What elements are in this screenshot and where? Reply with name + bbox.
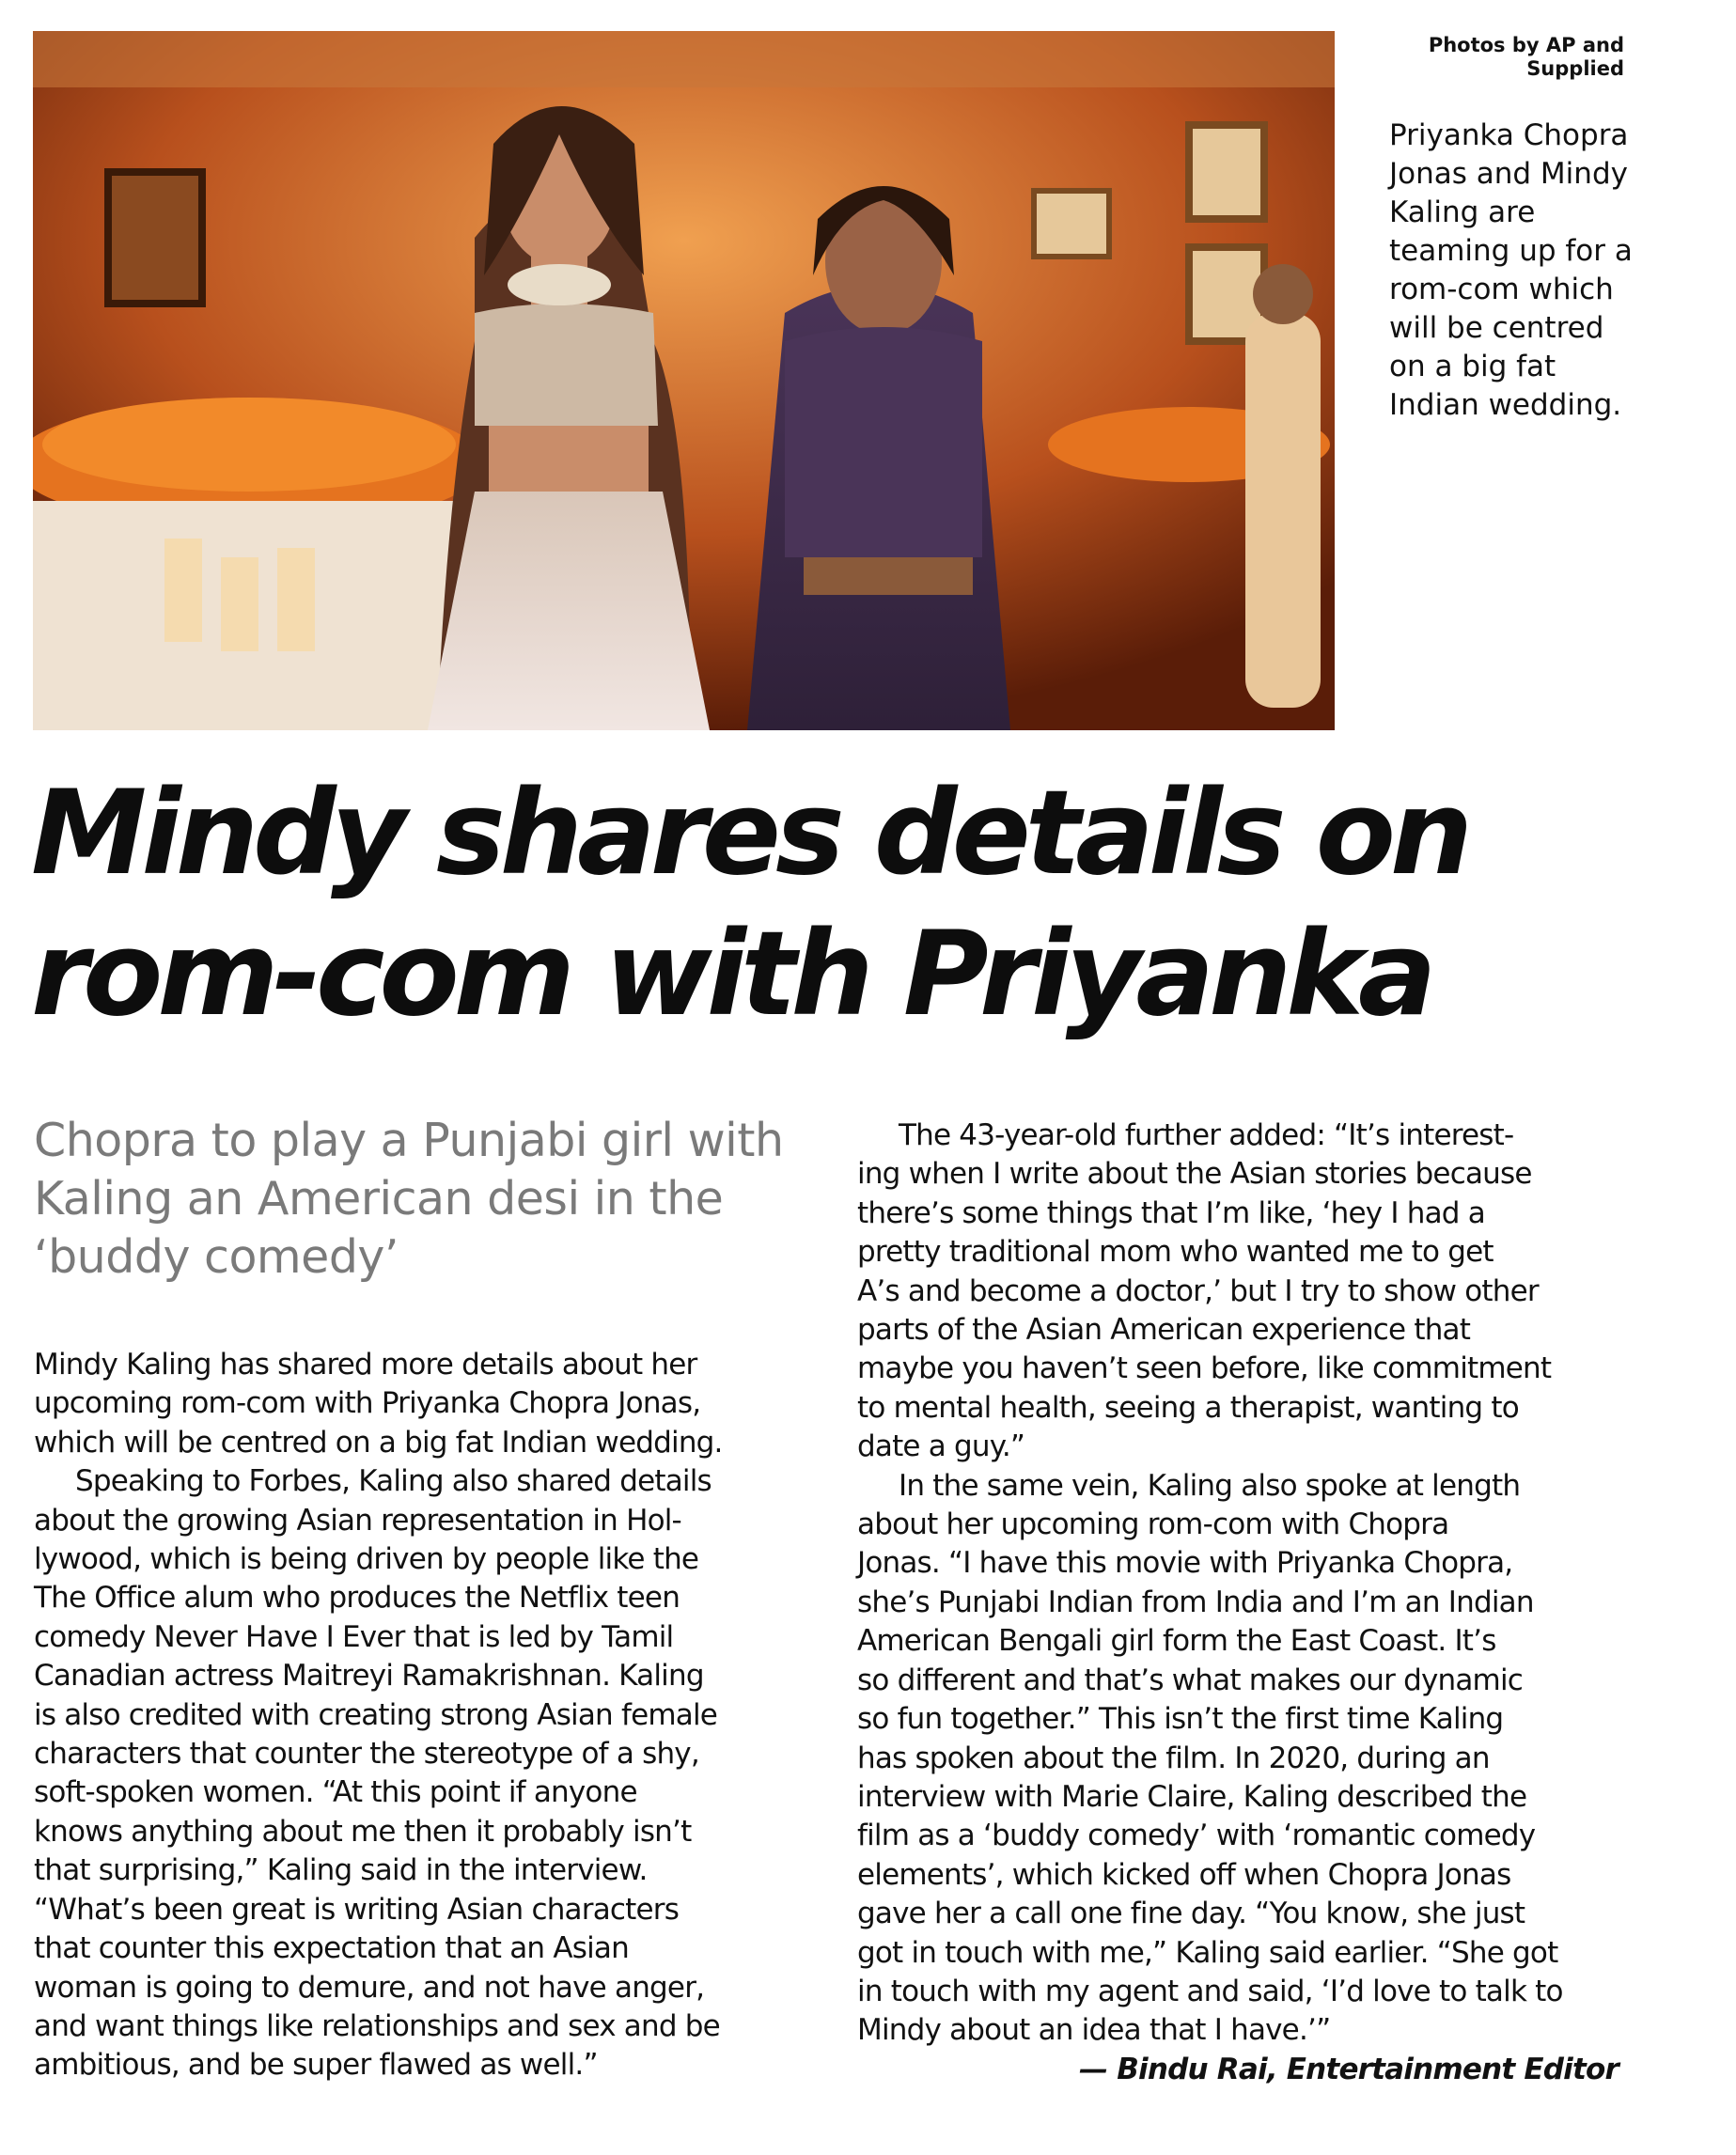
body-line: characters that counter the stereotype of a shy, xyxy=(34,1737,699,1772)
body-line: about her upcoming rom-com with Chopra xyxy=(857,1507,1449,1542)
body-line: Jonas. “I have this movie with Priyanka Chopra, xyxy=(857,1546,1513,1581)
photo-caption: Priyanka Chopra Jonas and Mindy Kaling are teaming up for a rom-com which will be centred on a big fat Indian wedding. xyxy=(1389,118,1633,422)
standfirst: Chopra to play a Punjabi girl with Kaling an American desi in the ‘buddy comedy’ xyxy=(34,1114,784,1284)
body-line: The Office alum who produces the Netflix teen xyxy=(34,1581,680,1616)
body-line: date a guy.” xyxy=(857,1429,1025,1464)
body-line: about the growing Asian representation in Hol- xyxy=(34,1503,681,1538)
body-line: that counter this expectation that an Asian xyxy=(34,1931,629,1966)
body-line: soft-spoken women. “At this point if anyone xyxy=(34,1775,637,1810)
body-line: she’s Punjabi Indian from India and I’m an Indian xyxy=(857,1585,1534,1619)
body-line: Mindy about an idea that I have.’” xyxy=(857,2013,1331,2048)
body-line: American Bengali girl form the East Coast. It’s xyxy=(857,1624,1496,1659)
body-line: is also credited with creating strong Asian female xyxy=(34,1697,718,1732)
body-column-right xyxy=(857,1117,1637,2089)
body-line: pretty traditional mom who wanted me to get xyxy=(857,1235,1494,1270)
body-line: ambitious, and be super flawed as well.” xyxy=(34,2048,598,2083)
body-line: there’s some things that I’m like, ‘hey I had a xyxy=(857,1195,1485,1230)
byline: — Bindu Rai, Entertainment Editor xyxy=(1079,2052,1619,2086)
body-line: gave her a call one fine day. “You know, she just xyxy=(857,1897,1525,1931)
body-line: which will be centred on a big fat Indian wedding. xyxy=(34,1425,723,1460)
body-column-left xyxy=(34,1346,814,2085)
headline-line-1: Mindy shares details on xyxy=(31,766,1468,901)
photo-credit-line1: Photos by AP and xyxy=(1428,34,1624,56)
body-line: so different and that’s what makes our dynamic xyxy=(857,1663,1524,1697)
body-line: woman is going to demure, and not have anger, xyxy=(34,1970,705,2005)
body-line: that surprising,” Kaling said in the interview. xyxy=(34,1853,648,1888)
body-line: so fun together.” This isn’t the first time Kaling xyxy=(857,1702,1504,1737)
body-line: In the same vein, Kaling also spoke at length xyxy=(899,1468,1521,1503)
body-line: elements’, which kicked off when Chopra Jonas xyxy=(857,1857,1511,1892)
body-line: The 43-year-old further added: “It’s interest- xyxy=(899,1118,1514,1152)
photo-illustration xyxy=(33,31,1335,730)
body-line: Speaking to Forbes, Kaling also shared details xyxy=(75,1464,712,1499)
photo-credit-line2: Supplied xyxy=(1526,57,1624,80)
body-line: knows anything about me then it probably isn’t xyxy=(34,1814,692,1849)
body-line: “What’s been great is writing Asian characters xyxy=(34,1892,680,1927)
photo-credit xyxy=(1380,34,1624,81)
body-line: has spoken about the film. In 2020, during an xyxy=(857,1741,1490,1775)
body-line: to mental health, seeing a therapist, wanting to xyxy=(857,1390,1519,1425)
body-line: Mindy Kaling has shared more details about her xyxy=(34,1348,697,1382)
headline xyxy=(31,763,1713,1045)
body-line: parts of the Asian American experience that xyxy=(857,1313,1471,1348)
body-line: ing when I write about the Asian stories because xyxy=(857,1157,1532,1192)
body-line: interview with Marie Claire, Kaling described the xyxy=(857,1779,1527,1814)
body-line: lywood, which is being driven by people like the xyxy=(34,1542,699,1577)
article-photo xyxy=(33,31,1335,730)
body-line: Canadian actress Maitreyi Ramakrishnan. Kaling xyxy=(34,1659,704,1694)
body-line: A’s and become a doctor,’ but I try to show other xyxy=(857,1273,1539,1308)
headline-line-2: rom-com with Priyanka xyxy=(31,907,1431,1042)
body-line: in touch with my agent and said, ‘I’d love to talk to xyxy=(857,1974,1563,2008)
body-line: film as a ‘buddy comedy’ with ‘romantic comedy xyxy=(857,1819,1536,1853)
body-line: got in touch with me,” Kaling said earlier. “She got xyxy=(857,1935,1558,1970)
body-line: upcoming rom-com with Priyanka Chopra Jonas, xyxy=(34,1386,701,1421)
body-line: maybe you haven’t seen before, like commitment xyxy=(857,1351,1552,1386)
body-line: comedy Never Have I Ever that is led by Tamil xyxy=(34,1619,674,1654)
body-line: and want things like relationships and sex and be xyxy=(34,2008,720,2043)
